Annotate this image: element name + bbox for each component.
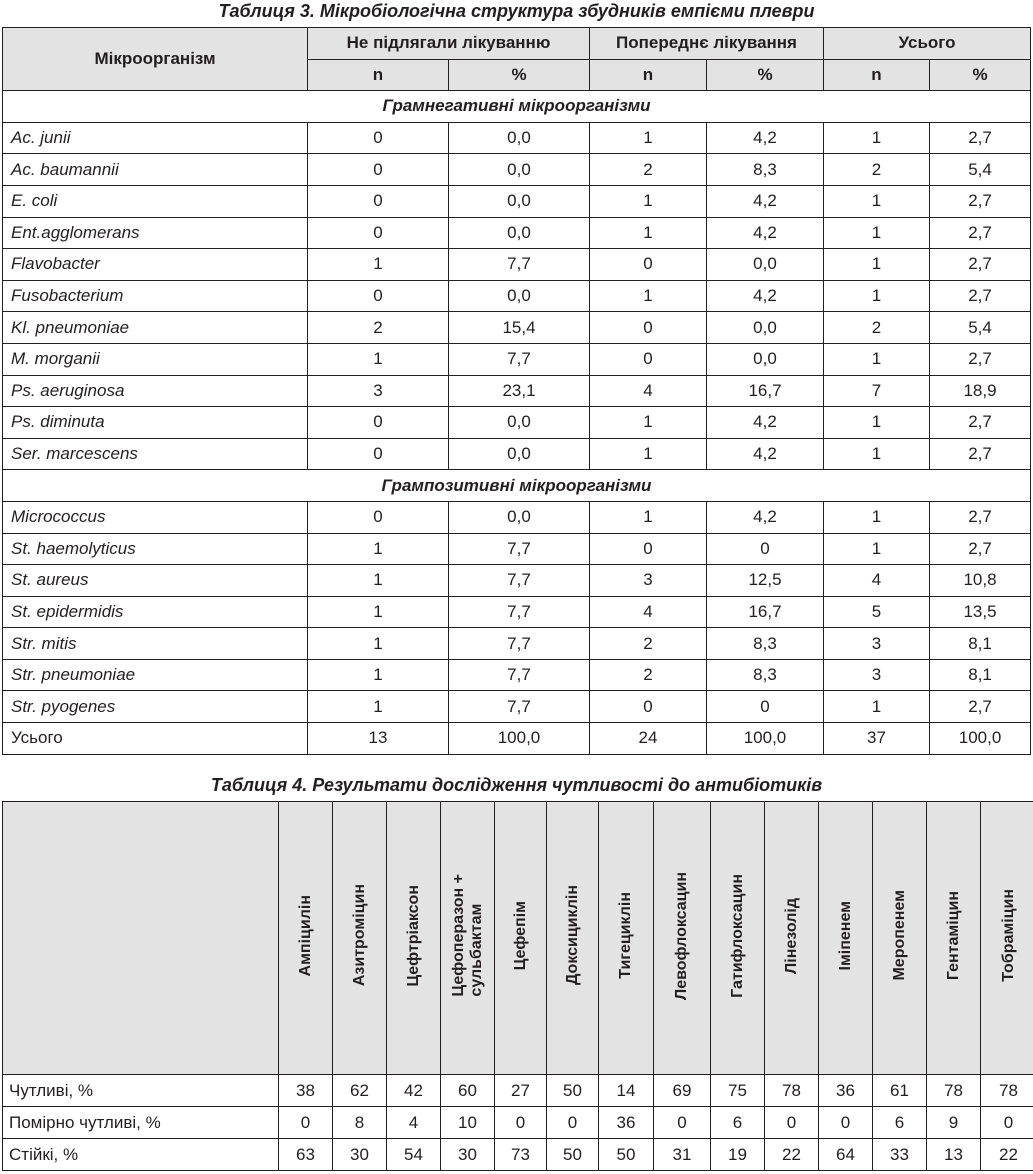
- value-cell: 2,7: [930, 691, 1031, 723]
- table-row: [3, 375, 1031, 407]
- antibiotic-name-line: Цефепім: [511, 900, 529, 971]
- value-cell: 69: [654, 1075, 711, 1107]
- antibiotic-name-line: Левофлоксацин: [673, 871, 690, 1000]
- value-cell: 1: [590, 280, 707, 312]
- value-cell: 2: [308, 312, 449, 344]
- table-row: [3, 501, 1031, 533]
- value-cell: 0: [981, 1107, 1033, 1139]
- value-cell: 2,7: [930, 407, 1031, 439]
- antibiotic-header: [654, 802, 711, 1075]
- organism-name: St. aureus: [3, 565, 308, 597]
- organism-name: E. coli: [3, 185, 308, 217]
- value-cell: 0: [308, 154, 449, 186]
- value-cell: 4,2: [707, 280, 824, 312]
- value-cell: 2,7: [930, 249, 1031, 281]
- value-cell: 0: [279, 1107, 333, 1139]
- antibiotic-name-line: Ампіцилін: [296, 894, 314, 977]
- value-cell: 75: [711, 1075, 765, 1107]
- antibiotic-header: [765, 802, 819, 1075]
- microbiology-table-body: [3, 91, 1031, 754]
- antibiotic-name: [891, 890, 909, 981]
- table4-caption: Таблиця 4. Результати дослідження чутливості до антибіотиків: [210, 775, 823, 795]
- value-cell: 1: [308, 249, 449, 281]
- value-cell: 0: [308, 217, 449, 249]
- antibiotic-name: [673, 872, 691, 1000]
- antibiotic-name: [351, 884, 369, 986]
- value-cell: 64: [819, 1139, 873, 1171]
- value-cell: 2: [824, 154, 930, 186]
- antibiotic-name-line: Меропенем: [890, 890, 908, 981]
- value-cell: 1: [308, 533, 449, 565]
- value-cell: 2: [824, 312, 930, 344]
- value-cell: 8,3: [707, 659, 824, 691]
- value-cell: 61: [873, 1075, 927, 1107]
- value-cell: 1: [824, 533, 930, 565]
- value-cell: 30: [441, 1139, 495, 1171]
- antibiotic-header: [333, 802, 387, 1075]
- value-cell: 4: [824, 565, 930, 597]
- value-cell: 23,1: [449, 375, 590, 407]
- value-cell: 0,0: [449, 217, 590, 249]
- antibiotic-header: [819, 802, 873, 1075]
- antibiotic-name: [297, 895, 315, 976]
- organism-name: Str. pyogenes: [3, 691, 308, 723]
- table-row: [3, 407, 1031, 439]
- table-row: [3, 343, 1031, 375]
- organism-name: Micrococcus: [3, 501, 308, 533]
- value-cell: 50: [547, 1075, 599, 1107]
- value-cell: 7,7: [449, 565, 590, 597]
- organism-name: Str. pneumoniae: [3, 659, 308, 691]
- value-cell: 1: [824, 280, 930, 312]
- value-cell: 62: [333, 1075, 387, 1107]
- antibiotic-name-line: Тобраміцин: [999, 889, 1017, 982]
- value-cell: 1: [590, 122, 707, 154]
- value-cell: 1: [824, 438, 930, 470]
- header-group-pretreated: Попереднє лікування: [590, 28, 824, 60]
- value-cell: 1: [590, 501, 707, 533]
- value-cell: 0: [765, 1107, 819, 1139]
- value-cell: 0: [308, 122, 449, 154]
- value-cell: 0,0: [449, 438, 590, 470]
- header-group-total: Усього: [824, 28, 1031, 60]
- value-cell: 18,9: [930, 375, 1031, 407]
- value-cell: 13: [927, 1139, 981, 1171]
- value-cell: 7,7: [449, 628, 590, 660]
- antibiotic-header: [927, 802, 981, 1075]
- value-cell: 7,7: [449, 691, 590, 723]
- value-cell: 0: [707, 691, 824, 723]
- section-row: [3, 470, 1031, 502]
- antibiotic-header: [873, 802, 927, 1075]
- antibiotic-name: [729, 874, 747, 998]
- value-cell: 1: [824, 343, 930, 375]
- value-cell: 0: [308, 438, 449, 470]
- antibiotic-name: [1000, 889, 1018, 982]
- table-row: [3, 565, 1031, 597]
- value-cell: 0,0: [449, 280, 590, 312]
- value-cell: 4,2: [707, 501, 824, 533]
- total-value-cell: 37: [824, 723, 930, 755]
- value-cell: 0,0: [707, 312, 824, 344]
- value-cell: 3: [824, 628, 930, 660]
- antibiotic-name-line: Доксициклін: [563, 885, 581, 986]
- value-cell: 2,7: [930, 533, 1031, 565]
- value-cell: 0: [308, 280, 449, 312]
- value-cell: 22: [981, 1139, 1033, 1171]
- value-cell: 19: [711, 1139, 765, 1171]
- value-cell: 0: [308, 501, 449, 533]
- table-row: [3, 1107, 1033, 1139]
- value-cell: 1: [590, 217, 707, 249]
- organism-name: Ac. baumannii: [3, 154, 308, 186]
- subheader-n: n: [824, 59, 930, 91]
- value-cell: 2: [590, 659, 707, 691]
- value-cell: 7: [824, 375, 930, 407]
- value-cell: 0,0: [449, 407, 590, 439]
- table-row: [3, 659, 1031, 691]
- subheader-percent: %: [930, 59, 1031, 91]
- value-cell: 1: [308, 659, 449, 691]
- antibiotic-name-line: Цефоперазон +: [449, 874, 467, 997]
- value-cell: 0,0: [449, 154, 590, 186]
- organism-name: St. haemolyticus: [3, 533, 308, 565]
- total-value-cell: 100,0: [930, 723, 1031, 755]
- value-cell: 8,3: [707, 154, 824, 186]
- table3-caption: Таблиця 3. Мікробіологічна структура збудників емпієми плеври: [218, 1, 815, 21]
- table-row: [3, 438, 1031, 470]
- value-cell: 15,4: [449, 312, 590, 344]
- organism-name: M. morganii: [3, 343, 308, 375]
- value-cell: 36: [599, 1107, 654, 1139]
- subheader-percent: %: [707, 59, 824, 91]
- value-cell: 0: [590, 249, 707, 281]
- antibiotic-name-line: Гатифлоксацин: [728, 873, 746, 998]
- section-title: Грампозитивні мікроорганізми: [3, 470, 1031, 502]
- value-cell: 8,3: [707, 628, 824, 660]
- value-cell: 1: [590, 185, 707, 217]
- subheader-percent: %: [449, 59, 590, 91]
- table-row: [3, 691, 1031, 723]
- value-cell: 12,5: [707, 565, 824, 597]
- value-cell: 1: [308, 628, 449, 660]
- total-value-cell: 13: [308, 723, 449, 755]
- antibiotic-header: [599, 802, 654, 1075]
- total-value-cell: 100,0: [707, 723, 824, 755]
- row-label: Чутливі, %: [3, 1075, 279, 1107]
- value-cell: 22: [765, 1139, 819, 1171]
- table-row: [3, 533, 1031, 565]
- value-cell: 5,4: [930, 154, 1031, 186]
- value-cell: 4: [387, 1107, 441, 1139]
- table-row: [3, 249, 1031, 281]
- header-corner: [3, 802, 279, 1075]
- organism-name: Fusobacterium: [3, 280, 308, 312]
- row-label: Стійкі, %: [3, 1139, 279, 1171]
- total-label: Усього: [3, 723, 308, 755]
- table-row: [3, 1139, 1033, 1171]
- table-row: [3, 122, 1031, 154]
- value-cell: 0: [308, 185, 449, 217]
- section-title: Грамнегативні мікроорганізми: [3, 91, 1031, 123]
- value-cell: 2,7: [930, 217, 1031, 249]
- antibiotic-header: [387, 802, 441, 1075]
- value-cell: 3: [824, 659, 930, 691]
- antibiotic-name: [783, 898, 801, 974]
- header-group-untreated: Не підлягали лікуванню: [308, 28, 590, 60]
- value-cell: 16,7: [707, 596, 824, 628]
- value-cell: 0: [590, 343, 707, 375]
- value-cell: 78: [765, 1075, 819, 1107]
- value-cell: 1: [308, 691, 449, 723]
- value-cell: 27: [495, 1075, 547, 1107]
- value-cell: 42: [387, 1075, 441, 1107]
- table-row: [3, 217, 1031, 249]
- value-cell: 1: [824, 249, 930, 281]
- value-cell: 4: [590, 375, 707, 407]
- value-cell: 0: [590, 312, 707, 344]
- antibiotic-name-line: Лінезолід: [782, 897, 800, 974]
- value-cell: 1: [590, 438, 707, 470]
- value-cell: 13,5: [930, 596, 1031, 628]
- value-cell: 14: [599, 1075, 654, 1107]
- antibiotic-name: [564, 885, 582, 985]
- antibiotic-header: [981, 802, 1033, 1075]
- value-cell: 5: [824, 596, 930, 628]
- value-cell: 2: [590, 628, 707, 660]
- organism-name: Ac. junii: [3, 122, 308, 154]
- antibiotic-name: [405, 885, 423, 987]
- value-cell: 1: [308, 565, 449, 597]
- antibiotic-name-line: Тигециклін: [617, 892, 634, 979]
- value-cell: 2,7: [930, 501, 1031, 533]
- antibiotic-name: [945, 891, 963, 980]
- antibiotic-sensitivity-body: [3, 1075, 1033, 1171]
- table-row: [3, 596, 1031, 628]
- value-cell: 2,7: [930, 343, 1031, 375]
- table-row: [3, 1075, 1033, 1107]
- value-cell: 0,0: [707, 343, 824, 375]
- value-cell: 7,7: [449, 533, 590, 565]
- organism-name: Ps. aeruginosa: [3, 375, 308, 407]
- value-cell: 54: [387, 1139, 441, 1171]
- value-cell: 4,2: [707, 217, 824, 249]
- value-cell: 78: [981, 1075, 1033, 1107]
- organism-name: Flavobacter: [3, 249, 308, 281]
- section-row: [3, 91, 1031, 123]
- value-cell: 2,7: [930, 280, 1031, 312]
- value-cell: 4,2: [707, 407, 824, 439]
- antibiotic-name-line: Іміпенем: [836, 900, 854, 971]
- microbiology-table: [2, 27, 1031, 755]
- value-cell: 2: [590, 154, 707, 186]
- value-cell: 10: [441, 1107, 495, 1139]
- organism-name: Ps. diminuta: [3, 407, 308, 439]
- value-cell: 0,0: [449, 501, 590, 533]
- value-cell: 50: [547, 1139, 599, 1171]
- antibiotic-name: [450, 874, 486, 997]
- organism-name: St. epidermidis: [3, 596, 308, 628]
- value-cell: 2,7: [930, 122, 1031, 154]
- table-row: [3, 280, 1031, 312]
- table-row: [3, 154, 1031, 186]
- value-cell: 0,0: [707, 249, 824, 281]
- table-row: [3, 312, 1031, 344]
- value-cell: 4,2: [707, 122, 824, 154]
- value-cell: 0: [495, 1107, 547, 1139]
- value-cell: 1: [308, 343, 449, 375]
- antibiotic-name-line: Цефтріаксон: [404, 884, 422, 987]
- value-cell: 0: [590, 533, 707, 565]
- value-cell: 8,1: [930, 628, 1031, 660]
- value-cell: 33: [873, 1139, 927, 1171]
- antibiotic-header: [547, 802, 599, 1075]
- value-cell: 2,7: [930, 185, 1031, 217]
- value-cell: 31: [654, 1139, 711, 1171]
- value-cell: 8: [333, 1107, 387, 1139]
- antibiotic-sensitivity-table: [2, 801, 1033, 1171]
- value-cell: 36: [819, 1075, 873, 1107]
- value-cell: 6: [873, 1107, 927, 1139]
- total-value-cell: 100,0: [449, 723, 590, 755]
- header-organism: Мікроорганізм: [3, 28, 308, 91]
- value-cell: 0,0: [449, 122, 590, 154]
- antibiotic-header: [441, 802, 495, 1075]
- antibiotic-name: [837, 901, 855, 970]
- antibiotic-name: [512, 901, 530, 970]
- value-cell: 3: [590, 565, 707, 597]
- total-value-cell: 24: [590, 723, 707, 755]
- value-cell: 1: [824, 185, 930, 217]
- antibiotic-name-line: Гентаміцин: [944, 890, 962, 981]
- value-cell: 5,4: [930, 312, 1031, 344]
- value-cell: 0: [547, 1107, 599, 1139]
- antibiotic-header: [495, 802, 547, 1075]
- value-cell: 30: [333, 1139, 387, 1171]
- value-cell: 3: [308, 375, 449, 407]
- value-cell: 4,2: [707, 185, 824, 217]
- value-cell: 1: [308, 596, 449, 628]
- total-row: [3, 723, 1031, 755]
- value-cell: 0: [590, 691, 707, 723]
- subheader-n: n: [590, 59, 707, 91]
- value-cell: 4,2: [707, 438, 824, 470]
- value-cell: 6: [711, 1107, 765, 1139]
- organism-name: Kl. pneumoniae: [3, 312, 308, 344]
- value-cell: 1: [824, 217, 930, 249]
- antibiotic-header: [711, 802, 765, 1075]
- value-cell: 50: [599, 1139, 654, 1171]
- antibiotic-name: [617, 892, 635, 979]
- antibiotic-name-line: Азитроміцин: [350, 884, 368, 987]
- value-cell: 38: [279, 1075, 333, 1107]
- organism-name: Ser. marcescens: [3, 438, 308, 470]
- value-cell: 9: [927, 1107, 981, 1139]
- antibiotic-name-line: сульбактам: [467, 903, 485, 997]
- value-cell: 7,7: [449, 249, 590, 281]
- value-cell: 16,7: [707, 375, 824, 407]
- value-cell: 1: [824, 407, 930, 439]
- value-cell: 0,0: [449, 185, 590, 217]
- value-cell: 1: [824, 691, 930, 723]
- antibiotic-header: [279, 802, 333, 1075]
- value-cell: 0: [308, 407, 449, 439]
- subheader-n: n: [308, 59, 449, 91]
- organism-name: Ent.agglomerans: [3, 217, 308, 249]
- value-cell: 60: [441, 1075, 495, 1107]
- value-cell: 63: [279, 1139, 333, 1171]
- value-cell: 0: [707, 533, 824, 565]
- row-label: Помірно чутливі, %: [3, 1107, 279, 1139]
- table-row: [3, 185, 1031, 217]
- value-cell: 0: [819, 1107, 873, 1139]
- value-cell: 8,1: [930, 659, 1031, 691]
- table-row: [3, 628, 1031, 660]
- value-cell: 0: [654, 1107, 711, 1139]
- value-cell: 7,7: [449, 343, 590, 375]
- value-cell: 1: [824, 501, 930, 533]
- value-cell: 2,7: [930, 438, 1031, 470]
- value-cell: 73: [495, 1139, 547, 1171]
- value-cell: 4: [590, 596, 707, 628]
- value-cell: 7,7: [449, 659, 590, 691]
- value-cell: 7,7: [449, 596, 590, 628]
- value-cell: 10,8: [930, 565, 1031, 597]
- value-cell: 1: [590, 407, 707, 439]
- organism-name: Str. mitis: [3, 628, 308, 660]
- value-cell: 78: [927, 1075, 981, 1107]
- value-cell: 1: [824, 122, 930, 154]
